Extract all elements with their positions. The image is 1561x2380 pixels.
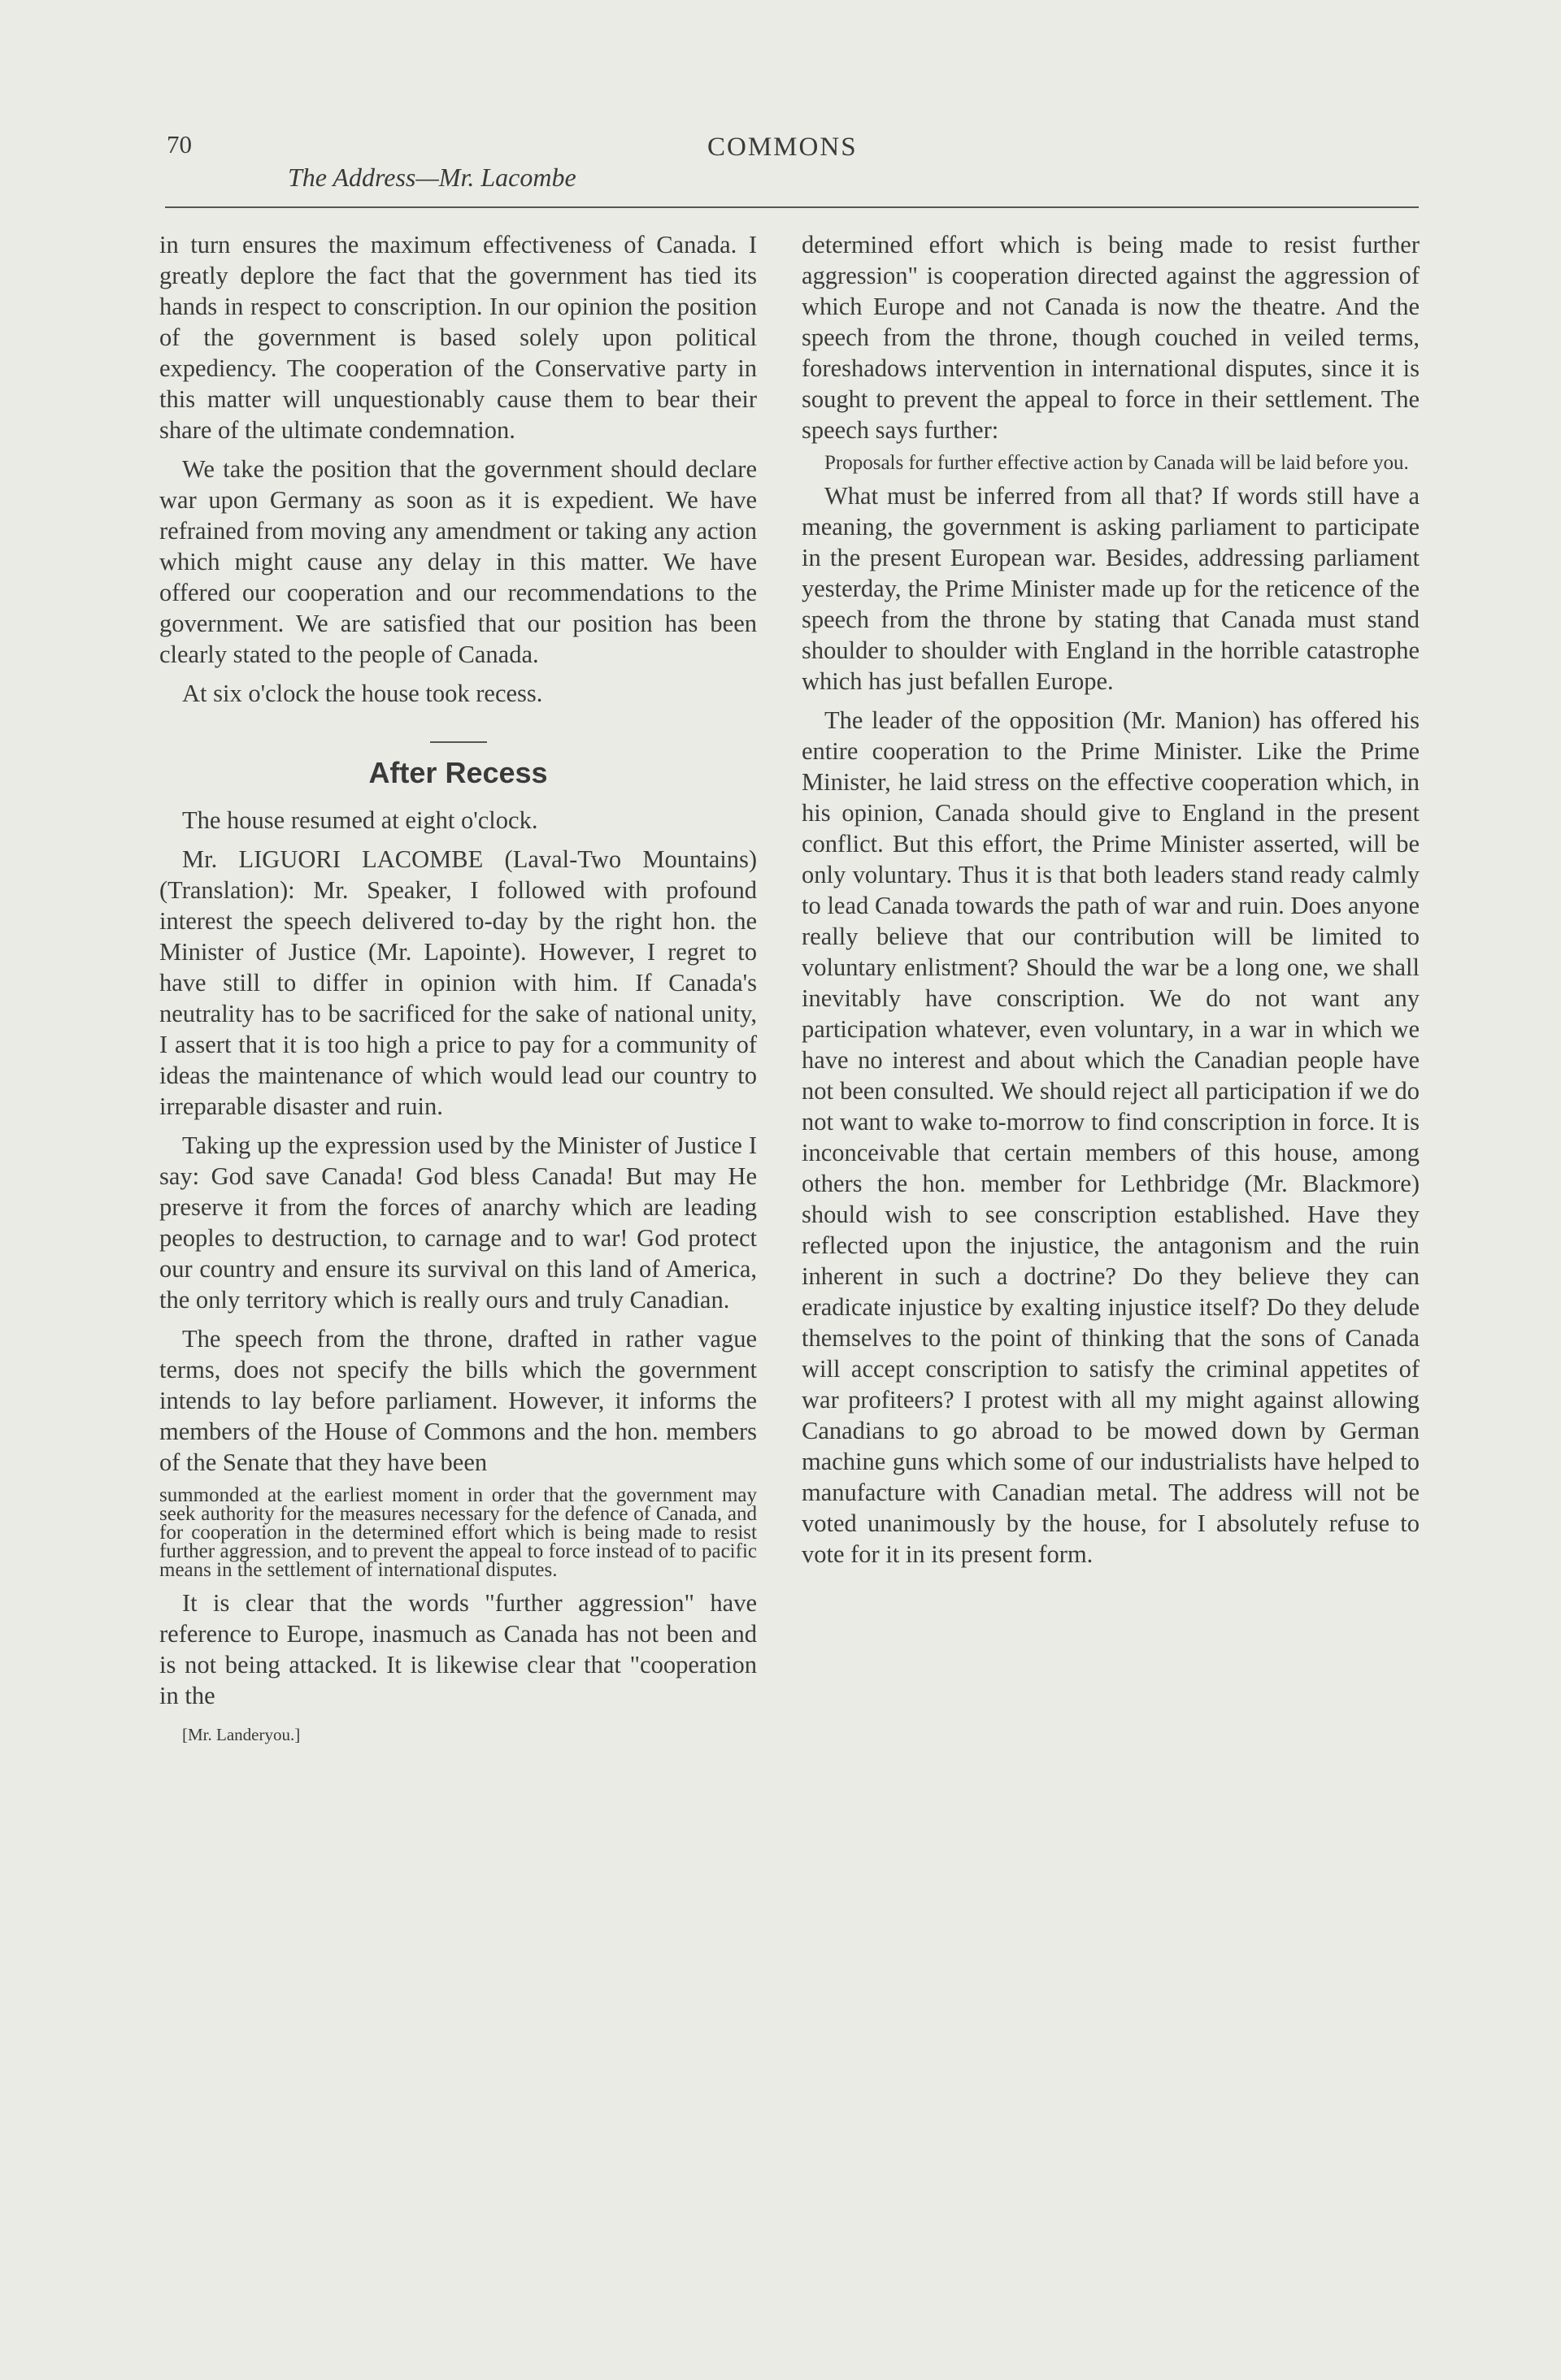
paragraph: Taking up the expression used by the Minister of Justice I say: God save Canada! God bless Canada! But may He preserve it from the forces of anarchy which are leading peoples to destruction, to carnage and to war! God protect our country and ensure its survival on this land of America, the only territory which is really ours and truly Canadian. — [159, 1131, 757, 1314]
paragraph: It is clear that the words "further aggression" have reference to Europe, inasmuch as Canada has not been and is not being attacked. It is likewise clear that "cooperation in the — [159, 1589, 757, 1709]
paragraph: The leader of the opposition (Mr. Manion) has offered his entire cooperation to the Prime Minister. Like the Prime Minister, he laid stress on the effective cooperation which, in his opinion, Canada should give to England in the present conflict. But this effort, the Prime Minister asserted, will be only voluntary. Thus it is that both leaders stand ready calmly to lead Canada towards the path of war and ruin. Does anyone really believe that our contribution will be limited to voluntary enlistment? Should the war be a long one, we shall inevitably have conscription. We do not want any participation whatever, even voluntary, in a war in which we have no interest and about which the Canadian people have not been consulted. We should reject all participation if we do not want to wake to-morrow to find conscription in force. It is inconceivable that certain members of this house, among others the hon. member for Lethbridge (Mr. Blackmore) should wish to see conscription established. Have they reflected upon the injustice, the antagonism and the ruin inherent in such a doctrine? Do they believe they can eradicate injustice by exalting injustice itself? Do they delude themselves to the point of thinking that the sons of Canada will accept conscription to satisfy the criminal appetites of war profiteers? I protest with all my might against allowing Canadians to go abroad to be mowed down by German machine guns which some of our industrialists have helped to manufacture with Canadian metal. The address will not be voted unanimously by the house, for I absolutely refuse to vote for it in its present form. — [802, 706, 1420, 1568]
paragraph: The speech from the throne, drafted in rather vague terms, does not specify the bills which the government intends to lay before parliament. However, it informs the members of the House of Commons and the hon. members of the Senate that they have been — [159, 1325, 757, 1476]
right-column — [802, 229, 1420, 1578]
running-subtitle: The Address—Mr. Lacombe — [288, 163, 576, 192]
paragraph: The house resumed at eight o'clock. — [182, 806, 538, 834]
block-quote: summonded at the earliest moment in order that the government may seek authority for the measures necessary for the defence of Canada, and for cooperation in the determined effort which is being made to resist further aggression, and to prevent the appeal to force instead of to pacific means in the settlement of international disputes. — [159, 1484, 757, 1581]
paragraph: Mr. LIGUORI LACOMBE (Laval-Two Mountains) (Translation): Mr. Speaker, I followed with profound interest the speech delivered to-day by the right hon. the Minister of Justice (Mr. Lapointe). However, I regret to have still to differ in opinion with him. If Canada's neutrality has to be sacrificed for the sake of national unity, I assert that it is too high a price to pay for a community of ideas the maintenance of which would lead our country to irreparable disaster and ruin. — [159, 845, 757, 1120]
page-number: 70 — [167, 130, 192, 159]
running-title: COMMONS — [707, 132, 858, 162]
paragraph: At six o'clock the house took recess. — [182, 680, 543, 707]
left-column — [159, 229, 757, 1750]
block-quote: Proposals for further effective action by Canada will be laid before you. — [824, 452, 1409, 474]
paragraph: in turn ensures the maximum effectiveness of Canada. I greatly deplore the fact that the government has tied its hands in respect to conscription. In our opinion the position of the government is based solely upon political expediency. The cooperation of the Conservative party in this matter will unquestionably cause them to bear their share of the ultimate condemnation. — [159, 231, 757, 444]
paragraph: What must be inferred from all that? If words still have a meaning, the government is asking parliament to participate in the present European war. Besides, addressing parliament yesterday, the Prime Minister made up for the reticence of the speech from the throne by stating that Canada must stand shoulder to shoulder with England in the horrible catastrophe which has just befallen Europe. — [802, 482, 1420, 695]
paragraph: We take the position that the government should declare war upon Germany as soon as it is expedient. We have refrained from moving any amendment or taking any action which might cause any delay in this matter. We have offered our cooperation and our recommendations to the government. We are satisfied that our position has been clearly stated to the people of Canada. — [159, 455, 757, 668]
speaker-attribution: [Mr. Landeryou.] — [182, 1725, 301, 1744]
section-heading: After Recess — [368, 756, 548, 789]
section-divider — [430, 741, 487, 743]
header-rule — [165, 206, 1419, 208]
paragraph: determined effort which is being made to resist further aggression" is cooperation directed against the aggression of which Europe and not Canada is now the theatre. And the speech from the throne, though couched in veiled terms, foreshadows intervention in international disputes, since it is sought to prevent the appeal to force in their settlement. The speech says further: — [802, 231, 1420, 444]
